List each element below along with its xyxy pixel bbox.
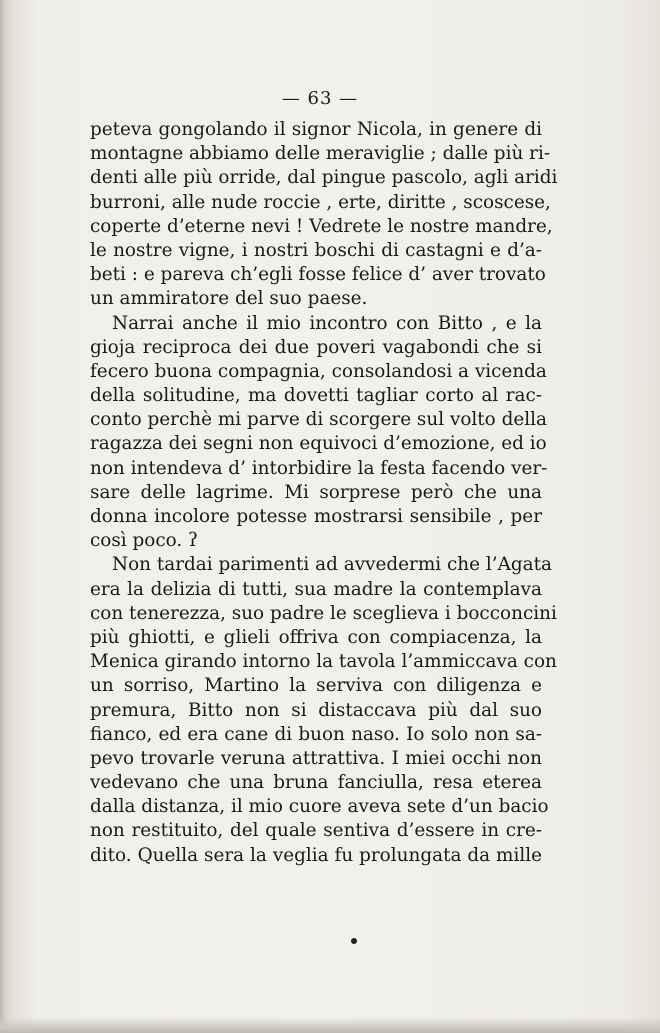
text-line: conto perchè mi parve di scorgere sul volto della (90, 409, 547, 431)
body-text (90, 118, 558, 868)
text-line: Narrai anche il mio incontro con Bitto , e la (112, 312, 542, 334)
text-line: burroni, alle nude roccie , erte, diritte , scoscese, (90, 191, 551, 213)
text-line: fecero buona compagnia, consolandosi a vicenda (90, 360, 547, 382)
text-line: beti : e pareva ch’egli fosse felice d’ aver trovato (90, 264, 546, 286)
text-line: ragazza dei segni non equivoci d’emozione, ed io (90, 433, 547, 455)
text-line: dalla distanza, il mio cuore aveva sete d’un bacio (90, 796, 549, 818)
text-line: vedevano che una bruna fanciulla, resa eterea (90, 772, 542, 794)
text-line: Non tardai parimenti ad avvedermi che l’Agata (112, 554, 552, 576)
text-line: un sorriso, Martino la serviva con diligenza e (90, 675, 542, 697)
text-line: così poco. ʔ (90, 530, 198, 552)
text-line: con tenerezza, suo padre le sceglieva i bocconcini (90, 602, 557, 624)
text-line: dito. Quella sera la veglia fu prolungata da mille (90, 844, 542, 866)
text-line: premura, Bitto non si distaccava più dal suo (90, 699, 542, 721)
page-left-shadow (0, 0, 12, 1033)
text-line: le nostre vigne, i nostri boschi di castagni e d’a- (90, 239, 542, 261)
text-line: gioja reciproca dei due poveri vagabondi che si (90, 336, 542, 358)
text-line: donna incolore potesse mostrarsi sensibile , per (90, 506, 542, 527)
text-line: un ammiratore del suo paese. (90, 288, 368, 310)
text-line: della solitudine, ma dovetti tagliar corto al rac- (90, 385, 542, 407)
text-line: più ghiotti, e glieli offriva con compiacenza, la (90, 626, 542, 648)
page-number: — 63 — (281, 88, 359, 109)
text-line: sare delle lagrime. Mi sorprese però che una (90, 481, 542, 503)
page-bottom-shadow (0, 1017, 660, 1033)
text-line: montagne abbiamo delle meraviglie ; dalle più ri- (90, 143, 551, 165)
text-line: denti alle più orride, dal pingue pascolo, agli aridi (90, 167, 558, 189)
text-line: Menica girando intorno la tavola l’ammiccava con (90, 651, 557, 673)
ink-dot (351, 938, 357, 944)
text-line: fianco, ed era cane di buon naso. Io solo non sa- (90, 723, 542, 745)
text-line: non restituito, del quale sentiva d’essere in cre- (90, 820, 542, 842)
text-line: non intendeva d’ intorbidire la festa facendo ver- (90, 457, 548, 479)
text-line: pevo trovarle veruna attrattiva. I miei occhi non (90, 747, 542, 769)
text-line: peteva gongolando il signor Nicola, in genere di (90, 119, 542, 140)
text-line: coperte d’eterne nevi ! Vedrete le nostre mandre, (90, 215, 553, 237)
text-line: era la delizia di tutti, sua madre la contemplava (90, 578, 542, 600)
